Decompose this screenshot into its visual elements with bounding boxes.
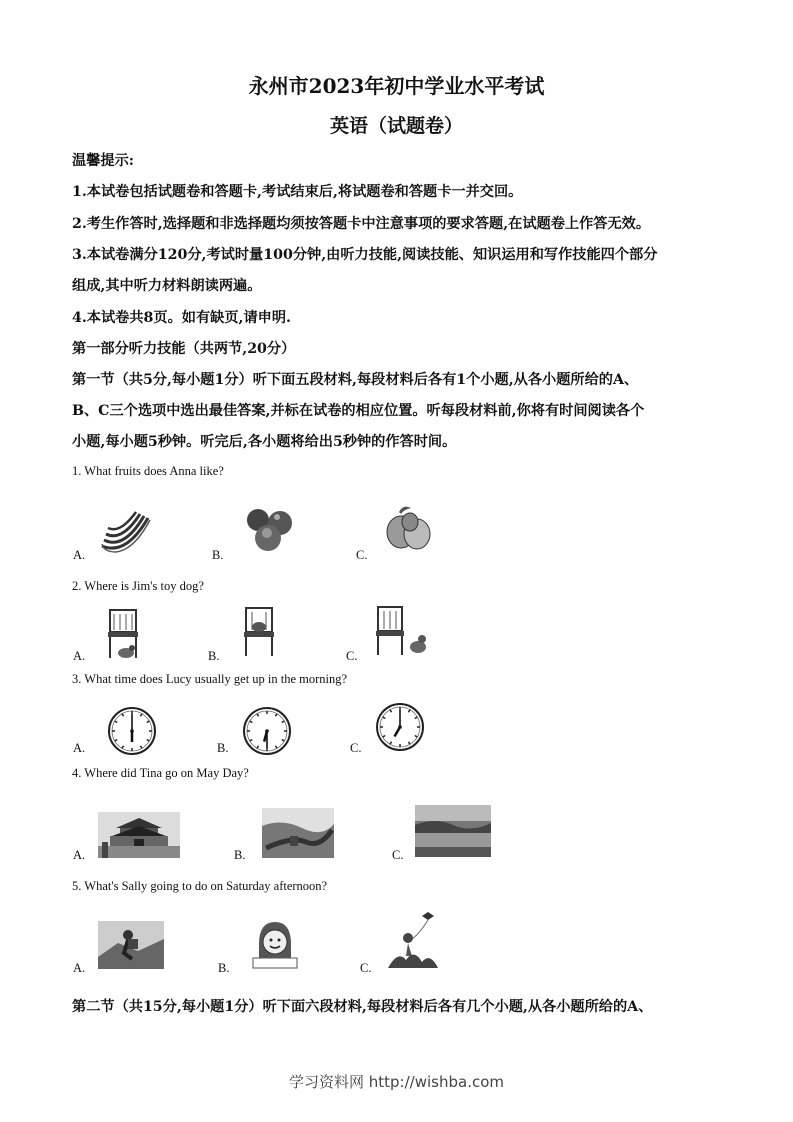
climbing-image: [98, 921, 164, 969]
q4-option-a[interactable]: A.: [73, 848, 86, 862]
footer-watermark: 学习资料网 http://wishba.com: [289, 1073, 504, 1091]
dog-on-chair-image: [240, 606, 280, 658]
tip-1: 1.本试卷包括试题卷和答题卡,考试结束后,将试题卷和答题卡一并交回。: [72, 184, 523, 200]
q4-option-c[interactable]: C.: [392, 848, 404, 862]
q5-option-b[interactable]: B.: [218, 961, 230, 975]
q1-option-b[interactable]: B.: [212, 548, 224, 562]
clock-six-image: [106, 705, 158, 757]
part1-heading: 第一部分听力技能（共两节,20分）: [72, 341, 296, 357]
tip-3: 3.本试卷满分120分,考试时量100分钟,由听力技能,阅读技能、知识运用和写作技能四个部分: [72, 247, 658, 263]
section2-heading: 第二节（共15分,每小题1分）听下面六段材料,每段材料后各有几个小题,从各小题所给的A、: [72, 999, 653, 1015]
section1-line-1: 第一节（共5分,每小题1分）听下面五段材料,每段材料后各有1个小题,从各小题所给的A、: [72, 372, 639, 388]
page-subtitle: 英语（试题卷）: [329, 115, 463, 137]
question-4: 4. Where did Tina go on May Day?: [72, 766, 249, 780]
dog-under-chair-image: [104, 608, 144, 660]
lake-image: [415, 805, 491, 857]
clock-seven-image: [374, 701, 426, 753]
q1-option-c[interactable]: C.: [356, 548, 368, 562]
dog-beside-chair-image: [372, 603, 430, 657]
q2-option-b[interactable]: B.: [208, 649, 220, 663]
section1-line-3: 小题,每小题5秒钟。听完后,各小题将给出5秒钟的作答时间。: [72, 434, 457, 450]
tiananmen-image: [98, 812, 180, 858]
q4-option-b[interactable]: B.: [234, 848, 246, 862]
section1-line-2: B、C三个选项中选出最佳答案,并标在试卷的相应位置。听每段材料前,你将有时间阅读各个: [72, 403, 645, 419]
pears-image: [383, 502, 433, 552]
tip-4: 4.本试卷共8页。如有缺页,请申明.: [72, 310, 291, 326]
tips-heading: 温馨提示:: [72, 153, 134, 169]
page-title: 永州市2023年初中学业水平考试: [248, 74, 545, 98]
q2-option-a[interactable]: A.: [73, 649, 86, 663]
great-wall-image: [262, 808, 334, 858]
kite-flying-image: [388, 910, 444, 970]
question-5: 5. What's Sally going to do on Saturday afternoon?: [72, 879, 328, 893]
bananas-image: [98, 508, 153, 553]
apples-image: [243, 505, 295, 551]
q1-option-a[interactable]: A.: [73, 548, 86, 562]
question-3: 3. What time does Lucy usually get up in the morning?: [72, 672, 348, 686]
clock-six-thirty-image: [241, 705, 293, 757]
q5-option-a[interactable]: A.: [73, 961, 86, 975]
q2-option-c[interactable]: C.: [346, 649, 358, 663]
q3-option-a[interactable]: A.: [73, 741, 86, 755]
question-1: 1. What fruits does Anna like?: [72, 464, 224, 478]
q3-option-b[interactable]: B.: [217, 741, 229, 755]
question-2: 2. Where is Jim's toy dog?: [72, 579, 204, 593]
q3-option-c[interactable]: C.: [350, 741, 362, 755]
q5-option-c[interactable]: C.: [360, 961, 372, 975]
tip-2: 2.考生作答时,选择题和非选择题均须按答题卡中注意事项的要求答题,在试题卷上作答无效。: [72, 216, 651, 232]
girl-portrait-image: [249, 918, 301, 970]
tip-3-cont: 组成,其中听力材料朗读两遍。: [72, 278, 262, 294]
